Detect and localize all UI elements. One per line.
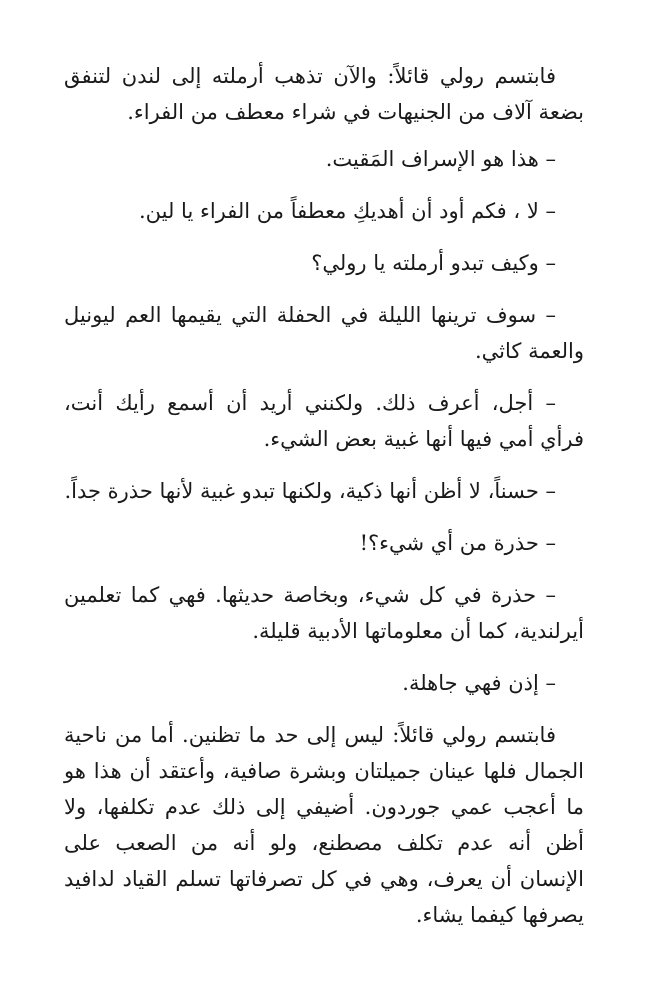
dialogue-line: – سوف ترينها الليلة في الحفلة التي يقيمها العم ليونيل والعمة كاثي.	[64, 303, 584, 363]
dialogue-line: – أجل، أعرف ذلك. ولكنني أريد أن أسمع رأيك أنت، فرأي أمي فيها أنها غبية بعض الشيء.	[64, 391, 584, 451]
dialogue-line: – حذرة في كل شيء، وبخاصة حديثها. فهي كما تعلمين أيرلندية، كما أن معلوماتها الأدبية قليلة.	[64, 583, 584, 643]
dialogue-line: – وكيف تبدو أرملته يا رولي؟	[311, 251, 556, 275]
dialogue-line: – حذرة من أي شيء؟!	[359, 531, 556, 555]
narration-paragraph: فابتسم رولي قائلاً: والآن تذهب أرملته إلى لندن لتنفق بضعة آلاف من الجنيهات في شراء معطف من الفراء.	[64, 64, 584, 124]
dialogue-line: – هذا هو الإسراف المَقيت.	[325, 147, 556, 171]
dialogue-line: – لا ، فكم أود أن أهديكِ معطفاً من الفراء يا لين.	[138, 199, 556, 223]
narration-paragraph: فابتسم رولي قائلاً: ليس إلى حد ما تظنين. أما من ناحية الجمال فلها عينان جميلتان وبشرة صافية، وأعتقد أن هذا هو ما أعجب عمي جوردون. أضيفي إلى ذلك عدم تكلفها، ولا أظن أنه عدم تكلف مصطنع، ولو أنه من الصعب على الإنسان أن يعرف، وهي في كل تصرفاتها تسلم القياد لدافيد يصرفها كيفما يشاء.	[64, 723, 584, 927]
book-page	[64, 58, 584, 949]
dialogue-line: – إذن فهي جاهلة.	[402, 671, 556, 695]
dialogue-line: – حسناً، لا أظن أنها ذكية، ولكنها تبدو غبية لأنها حذرة جداً.	[64, 479, 556, 503]
